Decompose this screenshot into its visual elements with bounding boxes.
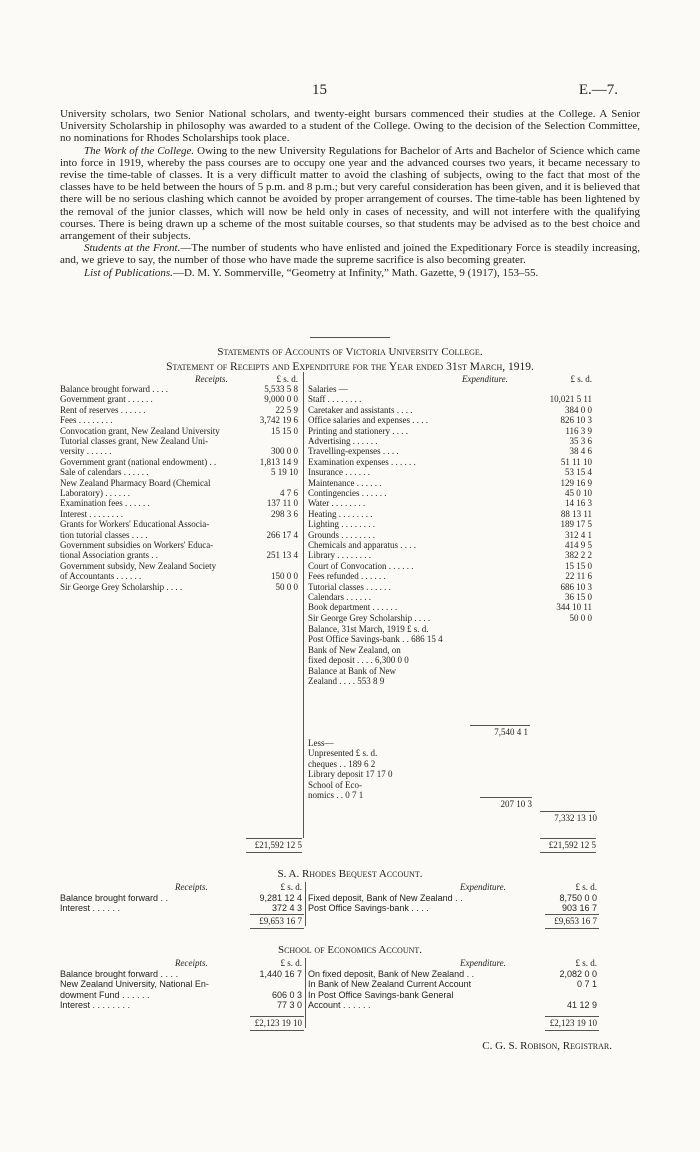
main-receipt-row-amount: 137 11 0 [266,498,298,509]
main-expenditure-row-label: Sir George Grey Scholarship . . . . [308,612,431,623]
main-receipt-row-amount: 4 7 6 [280,488,298,498]
rhodes-expenditure-head: Expenditure. [460,882,506,892]
main-expenditure-row-label: Heating . . . . . . . . [308,508,373,519]
main-receipt-row-amount: 5,533 5 8 [264,384,298,394]
publications-text: —D. M. Y. Sommerville, “Geometry at Infinity,” Math. Gazette, 9 (1917), 153–55. [172,266,539,279]
economics-expenditure-row-amount: 0 7 1 [576,979,597,990]
main-receipts-total: £21,592 12 5 [254,840,302,850]
document-reference: E.—7. [578,82,618,98]
main-receipt-row-amount: 22 5 9 [275,404,298,415]
main-receipt-row-amount: 9,000 0 0 [264,394,298,405]
rhodes-receipts-total-rule-top [250,914,304,915]
main-receipt-row-label: Balance brought forward . . . . [60,384,168,394]
main-receipt-row-amount: 150 0 0 [271,571,298,582]
main-receipt-row-label: tional Association grants . . [60,550,158,561]
publications-heading: List of Publications. [84,266,173,279]
main-receipt-row-label: Rent of reserves . . . . . . [60,404,146,415]
main-expenditure-row-label: Lighting . . . . . . . . [308,519,375,530]
main-expenditure-row-label: Court of Convocation . . . . . . [308,560,414,571]
rhodes-expenditure-lsd-head: £ s. d. [575,882,597,892]
rhodes-expenditure-total: £9,653 16 7 [554,916,597,926]
economics-receipt-row-label: Interest . . . . . . . . [60,1000,131,1011]
work-text: Owing to the new University Regulations for Bachelor of Arts and Bachelor of Science which came into force in 1919, whereby the pass courses are to occupy one year and the advanced courses two years, it became necessary to revise the time-table of classes. It is a very difficult matter to avoid the clashing of subjects, owing to the fact that most of the classes have to be held between the hours of 5 p.m. and 8 p.m.; but very careful consideration has been given, and it is believed that there will be no serious clashing which cannot be avoided by proper arrangement of courses. The time-table has been lightened by the removal of the junior classes, which will now be held only in cases of necessity, and will not interfere with the qualifying courses. There is being drawn up a scheme of the most suitable courses, so that students may be advised as to the best choice and arrangement of their subjects. [60,144,640,243]
main-expenditure-row-label: Fees refunded . . . . . . [308,571,386,582]
main-receipt-row-label: Interest . . . . . . . . [60,508,123,519]
main-receipt-row-label: Examination fees . . . . . . [60,498,150,509]
main-receipt-row-label: Government subsidies on Workers' Educa- [60,540,214,550]
rhodes-receipt-row-label: Interest . . . . . . [60,903,121,914]
economics-expenditure-total-rule-bottom [545,1030,599,1031]
net-balance-rule [540,811,595,812]
economics-expenditure-total-rule-top [545,1016,599,1017]
rhodes-receipt-row-amount: 9,281 12 4 [259,893,302,903]
main-receipt-row-label: Convocation grant, New Zealand University [60,425,220,436]
main-balance-row-label: fixed deposit . . . . 6,300 0 0 [308,655,409,666]
economics-receipts-total: £2,123 19 10 [254,1018,302,1028]
main-expenditure-head: Expenditure. [462,374,508,384]
main-receipt-row-amount: 300 0 0 [271,446,298,457]
main-expenditure-row-amount: 15 15 0 [565,560,592,571]
main-expenditure-row-amount: 88 13 11 [560,508,592,519]
main-expenditure-row-amount: 51 11 10 [560,456,592,467]
economics-receipts-total-rule-bottom [250,1030,304,1031]
main-expenditure-row-amount: 189 17 5 [560,519,592,530]
page-number: 15 [312,82,327,98]
less-total-rule [480,797,532,798]
intro-text [60,108,640,279]
main-receipt-row-amount: 1,813 14 9 [259,456,298,467]
main-expenditure-row-amount: 45 0 10 [565,488,592,498]
main-balance-row-label: Post Office Savings-bank . . 686 15 4 [308,634,443,645]
economics-receipts-head: Receipts. [175,958,208,968]
main-subtotal: 7,540 4 1 [494,727,528,737]
economics-expenditure-row-label: On fixed deposit, Bank of New Zealand . . [308,969,475,979]
rhodes-receipts-head: Receipts. [175,882,208,892]
main-expenditure-row-label: Library . . . . . . . . [308,550,371,561]
main-expenditure-row-label: Office salaries and expenses . . . . [308,415,429,426]
main-expenditure-total: £21,592 12 5 [548,840,596,850]
main-receipts-head: Receipts. [195,374,228,384]
economics-receipt-row-label: New Zealand University, National En- [60,979,209,990]
main-less-row-label: Unpresented £ s. d. [308,748,378,759]
main-expenditure-row-amount: 414 9 5 [565,540,592,550]
main-receipt-row-label: Laboratory) . . . . . . [60,488,130,498]
economics-receipts-lsd-head: £ s. d. [280,958,302,968]
economics-title: School of Economics Account. [277,944,423,956]
main-receipt-row-label: Government grant (national endowment) . . [60,456,217,467]
rhodes-receipt-row-amount: 372 4 3 [271,903,302,914]
economics-receipt-row-label: Balance brought forward . . . . [60,969,179,979]
economics-receipt-row-amount: 77 3 0 [276,1000,302,1011]
front-heading: Students at the Front. [84,242,181,255]
main-receipt-row-label: tion tutorial classes . . . . [60,529,148,540]
economics-receipt-row-amount: 1,440 16 7 [259,969,302,979]
main-expenditure-row-label: Caretaker and assistants . . . . [308,404,413,415]
rhodes-expenditure-row-label: Post Office Savings-bank . . . . [308,903,429,914]
main-expenditure-total-rule-top [540,838,596,839]
main-receipt-row-amount: 298 3 6 [271,508,298,519]
main-receipts-total-rule-bottom [246,852,302,853]
main-less-row-label: Less— [308,738,334,748]
main-expenditure-row-label: Contingencies . . . . . . [308,488,387,498]
main-expenditure-total-rule-bottom [540,852,596,853]
intro-paragraph-3 [60,242,640,266]
main-expenditure-row-label: Printing and stationery . . . . [308,425,408,436]
work-heading: The Work of the College. [84,144,195,157]
main-expenditure-row-label: Advertising . . . . . . [308,436,378,446]
main-balance-row-label: Balance, 31st March, 1919 £ s. d. [308,624,429,634]
main-receipt-row-label: Sir George Grey Scholarship . . . . [60,581,183,592]
main-receipt-row-amount: 50 0 0 [275,581,298,592]
main-less-row-label: cheques . . 189 6 2 [308,758,376,769]
front-text: —The number of students who have enlisted and joined the Expeditionary Force is steadily increasing, and, we grieve to say, the number of those who have made the supreme sacrifice is also becoming greater. [60,242,640,267]
main-expenditure-row-label: Grounds . . . . . . . . [308,529,375,540]
rhodes-expenditure-total-rule-top [545,914,599,915]
economics-expenditure-total: £2,123 19 10 [549,1018,597,1028]
main-receipt-row-label: of Accountants . . . . . . [60,571,142,582]
main-statement-title: Statement of Receipts and Expenditure for the Year ended 31st March, 1919. [166,361,534,373]
main-receipt-row-amount: 15 15 0 [271,425,298,436]
main-less-row-label: School of Eco- [308,779,362,790]
economics-expenditure-row-amount: 2,082 0 0 [559,969,597,979]
statements-title: Statements of Accounts of Victoria University College. [217,346,483,358]
main-expenditure-row-amount: 826 10 3 [560,415,592,426]
main-receipt-row-label: Fees . . . . . . . . [60,415,113,426]
main-expenditure-row-amount: 686 10 3 [560,581,592,592]
main-expenditure-row-label: Salaries — [308,384,348,394]
intro-paragraph-2 [60,145,640,243]
main-receipt-row-amount: 266 17 4 [266,529,298,540]
registrar-signature: C. G. S. Robison, Registrar. [482,1040,612,1052]
main-expenditure-row-label: Examination expenses . . . . . . [308,456,416,467]
main-receipts-total-rule-top [246,838,302,839]
rhodes-receipts-lsd-head: £ s. d. [280,882,302,892]
main-expenditure-row-amount: 22 11 6 [565,571,592,582]
intro-paragraph-4 [60,267,640,279]
main-balance-row-label: Zealand . . . . 553 8 9 [308,676,385,686]
main-expenditure-row-label: Calendars . . . . . . [308,592,371,602]
main-receipt-row-amount: 251 13 4 [266,550,298,561]
main-receipt-row-label: versity . . . . . . [60,446,112,457]
main-net-balance: 7,332 13 10 [554,813,597,823]
main-expenditure-row-label: Maintenance . . . . . . [308,477,382,488]
main-receipt-row-amount: 5 19 10 [271,467,298,478]
rhodes-column-divider [305,882,306,926]
main-expenditure-row-amount: 382 2 2 [565,550,592,561]
economics-expenditure-row-label: In Bank of New Zealand Current Account [308,979,472,990]
main-receipts-lsd-head: £ s. d. [276,374,298,384]
economics-receipts-total-rule-top [250,1016,304,1017]
rhodes-expenditure-row-amount: 8,750 0 0 [559,893,597,903]
main-receipt-row-label: Tutorial classes grant, New Zealand Uni- [60,436,209,446]
main-expenditure-row-amount: 116 3 9 [565,425,592,436]
main-expenditure-row-amount: 129 16 9 [560,477,592,488]
main-receipt-row-label: Government subsidy, New Zealand Society [60,560,217,571]
main-expenditure-row-label: Chemicals and apparatus . . . . [308,540,416,550]
main-expenditure-row-amount: 384 0 0 [565,404,592,415]
rhodes-expenditure-row-amount: 903 16 7 [561,903,597,914]
rhodes-receipt-row-label: Balance brought forward . . [60,893,169,903]
main-expenditure-row-label: Book department . . . . . . [308,602,398,613]
main-balance-row-label: Balance at Bank of New [308,665,396,676]
section-divider [310,337,390,338]
intro-paragraph-1: University scholars, two Senior National scholars, and twenty-eight bursars commenced their studies at the College. A Senior University Scholarship in philosophy was awarded to a student of the College. Owing to the decision of the Selection Committee, no nominations for Rhodes Scholarships took place. [60,108,640,145]
main-expenditure-row-amount: 36 15 0 [565,592,592,602]
economics-expenditure-row-amount: 41 12 9 [566,1000,597,1011]
economics-expenditure-lsd-head: £ s. d. [575,958,597,968]
economics-expenditure-head: Expenditure. [460,958,506,968]
rhodes-title: S. A. Rhodes Bequest Account. [277,868,423,880]
main-expenditure-row-label: Travelling-expenses . . . . [308,446,399,457]
main-expenditure-row-amount: 10,021 5 11 [549,394,592,405]
main-expenditure-row-amount: 38 4 6 [569,446,592,457]
main-expenditure-row-amount: 344 10 11 [556,602,592,613]
economics-expenditure-row-label: In Post Office Savings-bank General [308,989,454,1000]
main-expenditure-row-amount: 14 16 3 [565,498,592,509]
main-expenditure-row-amount: 53 15 4 [565,467,592,478]
main-receipt-row-amount: 3,742 19 6 [259,415,298,426]
main-balance-row-label: Bank of New Zealand, on [308,644,401,655]
main-expenditure-row-amount: 35 3 6 [569,436,592,446]
main-receipt-row-label: Grants for Workers' Educational Associa- [60,519,210,530]
main-column-divider [303,372,304,838]
rhodes-expenditure-total-rule-bottom [545,928,599,929]
economics-column-divider [305,958,306,1028]
main-expenditure-row-label: Insurance . . . . . . [308,467,370,478]
main-less-total: 207 10 3 [500,799,532,809]
main-receipt-row-label: Government grant . . . . . . [60,394,153,405]
rhodes-receipts-total: £9,653 16 7 [259,916,302,926]
main-receipt-row-label: New Zealand Pharmacy Board (Chemical [60,477,211,488]
subtotal-rule [470,725,530,726]
rhodes-expenditure-row-label: Fixed deposit, Bank of New Zealand . . [308,893,463,903]
economics-receipt-row-amount: 606 0 3 [271,989,302,1000]
main-expenditure-row-label: Tutorial classes . . . . . . [308,581,391,592]
main-expenditure-row-amount: 50 0 0 [569,612,592,623]
main-expenditure-row-label: Staff . . . . . . . . [308,394,362,405]
economics-expenditure-row-label: Account . . . . . . [308,1000,371,1011]
main-expenditure-row-amount: 312 4 1 [565,529,592,540]
main-expenditure-lsd-head: £ s. d. [570,374,592,384]
main-less-row-label: Library deposit 17 17 0 [308,769,393,780]
economics-receipt-row-label: dowment Fund . . . . . . [60,989,150,1000]
main-less-row-label: nomics . . 0 7 1 [308,790,364,800]
main-expenditure-row-label: Water . . . . . . . . [308,498,366,509]
rhodes-receipts-total-rule-bottom [250,928,304,929]
main-receipt-row-label: Sale of calendars . . . . . . [60,467,149,478]
